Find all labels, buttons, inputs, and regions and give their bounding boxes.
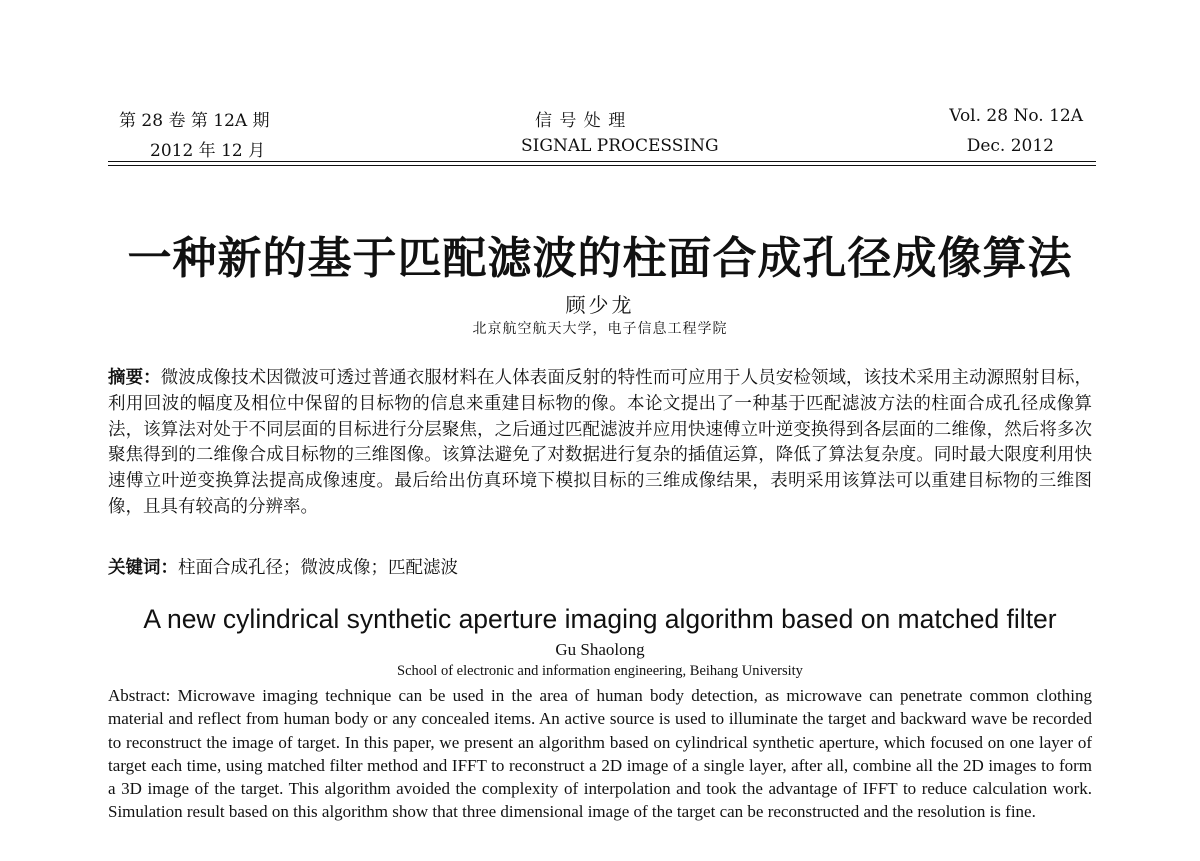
journal-name-cn: 信 号 处 理 bbox=[535, 111, 627, 131]
affiliation-cn: 北京航空航天大学，电子信息工程学院 bbox=[472, 321, 728, 337]
affiliation-en: School of electronic and information engineering, Beihang University bbox=[397, 663, 803, 679]
paper-title-cn: 一种新的基于匹配滤波的柱面合成孔径成像算法 bbox=[127, 233, 1073, 284]
abstract-cn-label: 摘要： bbox=[108, 368, 161, 388]
journal-name-en: SIGNAL PROCESSING bbox=[521, 136, 719, 156]
keywords-cn bbox=[108, 554, 1092, 579]
paper-title-en: A new cylindrical synthetic aperture imaging algorithm based on matched filter bbox=[143, 604, 1057, 634]
abstract-cn bbox=[108, 366, 1092, 521]
date-cn: 2012 年 12 月 bbox=[150, 141, 266, 161]
header-rule-bottom bbox=[108, 165, 1096, 166]
abstract-en-label: Abstract: bbox=[108, 686, 171, 705]
date-en: Dec. 2012 bbox=[966, 136, 1054, 156]
author-cn: 顾少龙 bbox=[565, 293, 635, 317]
volume-issue-en: Vol. 28 No. 12A bbox=[949, 106, 1083, 126]
abstract-en bbox=[108, 684, 1092, 824]
author-en: Gu Shaolong bbox=[555, 640, 645, 659]
abstract-en-text: Microwave imaging technique can be used in the area of human body detection, as microwave can penetrate common clothing material and reflect from human body or any concealed items. An active source is used to illuminate the target and backward wave be recorded to reconstruct the image of target. In this paper, we present an algorithm based on cylindrical synthetic aperture, which focused on one layer of target each time, using matched filter method and IFFT to reconstruct a 2D image of a single layer, after all, combine all the 2D images to form a 3D image of the target. This algorithm avoided the complexity of interpolation and took the advantage of IFFT to reduce calculation work. Simulation result based on this algorithm show that three dimensional image of the target can be reconstructed and the resolution is fine. bbox=[108, 686, 1092, 822]
header-rule-top bbox=[108, 161, 1096, 162]
volume-issue-cn: 第 28 卷 第 12A 期 bbox=[119, 111, 270, 131]
keywords-cn-label: 关键词： bbox=[108, 558, 178, 578]
keywords-cn-text: 柱面合成孔径；微波成像；匹配滤波 bbox=[178, 558, 458, 578]
abstract-cn-text: 微波成像技术因微波可透过普通衣服材料在人体表面反射的特性而可应用于人员安检领域，该技术采用主动源照射目标，利用回波的幅度及相位中保留的目标物的信息来重建目标物的像。本论文提出了一种基于匹配滤波方法的柱面合成孔径成像算法，该算法对处于不同层面的目标进行分层聚焦，之后通过匹配滤波并应用快速傅立叶逆变换得到各层面的二维像，然后将多次聚焦得到的二维像合成目标物的三维图像。该算法避免了对数据进行复杂的插值运算，降低了算法复杂度。同时最大限度利用快速傅立叶逆变换算法提高成像速度。最后给出仿真环境下模拟目标的三维成像结果，表明采用该算法可以重建目标物的三维图像，且具有较高的分辨率。 bbox=[108, 368, 1092, 517]
